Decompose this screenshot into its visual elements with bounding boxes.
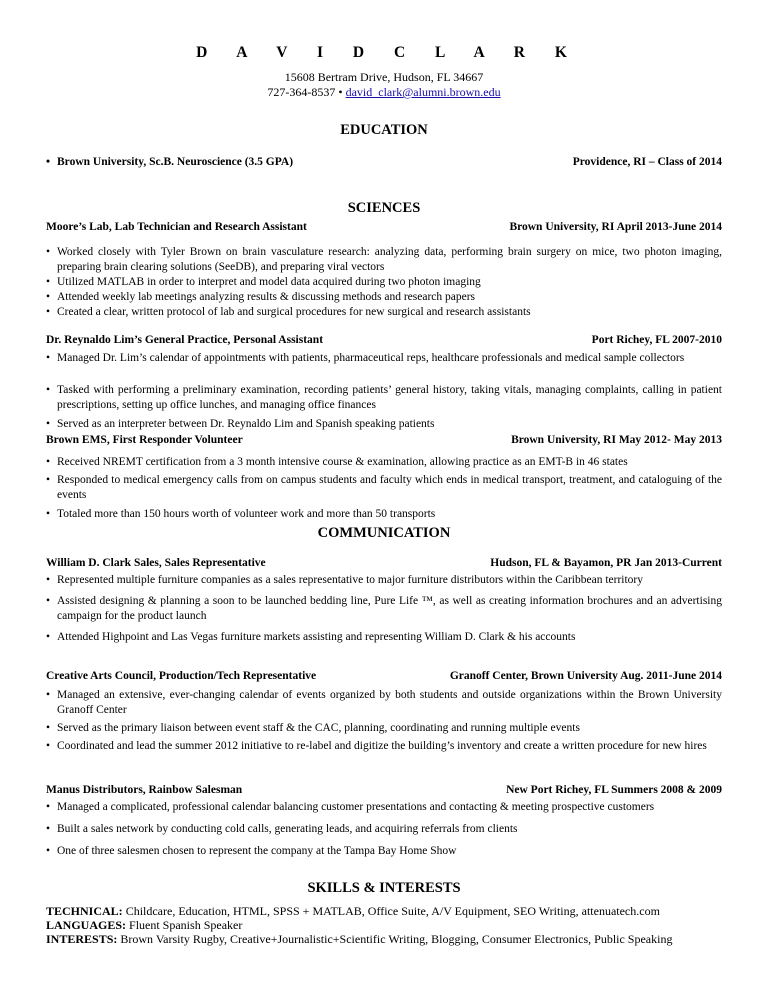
skills-languages-value: Fluent Spanish Speaker [129,918,243,932]
job-bullet: • Managed Dr. Lim’s calendar of appointments with patients, pharmaceutical reps, healthcare professionals and medical sample collectors [46,351,722,366]
job-header [46,334,722,346]
job-bullet: • Attended Highpoint and Las Vegas furniture markets assisting and representing William D. Clark & his accounts [46,630,722,645]
job-header [46,434,722,446]
education-school: • Brown University, Sc.B. Neuroscience (3.5 GPA) [57,156,294,168]
job-bullet: • Built a sales network by conducting cold calls, generating leads, and acquiring referrals from clients [46,822,722,837]
job-bullet: • Managed a complicated, professional calendar balancing customer presentations and contacting & meeting prospective customers [46,800,722,815]
skills-languages [46,918,736,933]
job-location: Granoff Center, Brown University Aug. 2011-June 2014 [449,670,722,682]
contact-line [0,85,768,100]
job-location: Brown University, RI May 2012- May 2013 [511,434,722,446]
job-bullet: • Managed an extensive, ever-changing calendar of events organized by both students and outside organizations within the Brown University Granoff Center [46,688,722,718]
job-location: Brown University, RI April 2013-June 2014 [509,221,722,233]
job-header [46,557,722,569]
job-title: William D. Clark Sales, Sales Representative [46,557,266,569]
job-bullet: • Responded to medical emergency calls from on campus students and faculty which ends in medical transport, treatment, and cataloguing of the events [46,473,722,503]
job-location: Hudson, FL & Bayamon, PR Jan 2013-Current [490,557,722,569]
education-item [46,155,722,170]
job-title: Brown EMS, First Responder Volunteer [46,434,243,446]
sciences-title: SCIENCES [347,200,421,216]
job-bullet: • Created a clear, written protocol of lab and surgical procedures for new surgical and research assistants [46,305,722,320]
job-bullet: • Totaled more than 150 hours worth of volunteer work and more than 50 transports [46,507,722,522]
job-bullet: • Tasked with performing a preliminary examination, recording patients’ general history, taking vitals, managing complaints, calling in patient prescriptions, setting up office lunches, and managing office finances [46,383,722,413]
job-bullet: • Represented multiple furniture companies as a sales representative to major furniture distributors within the Caribbean territory [46,573,722,588]
job-bullet: • One of three salesmen chosen to represent the company at the Tampa Bay Home Show [46,844,722,859]
job-title: Manus Distributors, Rainbow Salesman [46,784,243,796]
candidate-name: D A V I D C L A R K [196,44,580,61]
job-title: Creative Arts Council, Production/Tech Representative [46,670,317,682]
skills-languages-label: LANGUAGES: [46,918,127,932]
job-bullet: • Served as the primary liaison between event staff & the CAC, planning, coordinating and running multiple events [46,721,722,736]
skills-technical [46,904,736,919]
job-header [46,784,722,796]
skills-interests-label: INTERESTS: [46,932,118,946]
job-bullet: • Coordinated and lead the summer 2012 initiative to re-label and digitize the building’s inventory and create a written procedure for new hires [46,739,722,754]
job-bullet: • Attended weekly lab meetings analyzing results & discussing methods and research papers [46,290,722,305]
phone: 727-364-8537 • [267,85,343,99]
skills-interests-value: Brown Varsity Rugby, Creative+Journalistic+Scientific Writing, Blogging, Consumer Electronics, Public Speaking [120,932,673,946]
job-title: Moore’s Lab, Lab Technician and Research Assistant [46,221,307,233]
job-bullet: • Worked closely with Tyler Brown on brain vasculature research: analyzing data, performing brain surgery on mice, two photon imaging, preparing brain clearing solutions (SeeDB), and preparing viral vectors [46,245,722,275]
job-header [46,221,722,233]
skills-technical-label: TECHNICAL: [46,904,123,918]
skills-technical-value: Childcare, Education, HTML, SPSS + MATLAB, Office Suite, A/V Equipment, SEO Writing, attenuatech.com [125,904,660,918]
communication-title: COMMUNICATION [317,525,451,541]
email-link[interactable]: david_clark@alumni.brown.edu [345,85,501,99]
skills-interests [46,932,736,947]
job-bullet: • Assisted designing & planning a soon to be launched bedding line, Pure Life ™, as well as creating information brochures and an advertising campaign for the product launch [46,594,722,624]
education-title: EDUCATION [340,122,428,138]
job-bullet: • Served as an interpreter between Dr. Reynaldo Lim and Spanish speaking patients [46,417,722,432]
job-header [46,670,722,682]
job-location: Port Richey, FL 2007-2010 [591,334,722,346]
address: 15608 Bertram Drive, Hudson, FL 34667 [284,70,484,84]
education-location: Providence, RI – Class of 2014 [572,156,722,168]
job-title: Dr. Reynaldo Lim’s General Practice, Personal Assistant [46,334,324,346]
job-bullet: • Utilized MATLAB in order to interpret and model data acquired during two photon imaging [46,275,722,290]
job-location: New Port Richey, FL Summers 2008 & 2009 [506,784,722,796]
skills-title: SKILLS & INTERESTS [307,880,461,896]
job-bullet: • Received NREMT certification from a 3 month intensive course & examination, allowing practice as an EMT-B in 46 states [46,455,722,470]
